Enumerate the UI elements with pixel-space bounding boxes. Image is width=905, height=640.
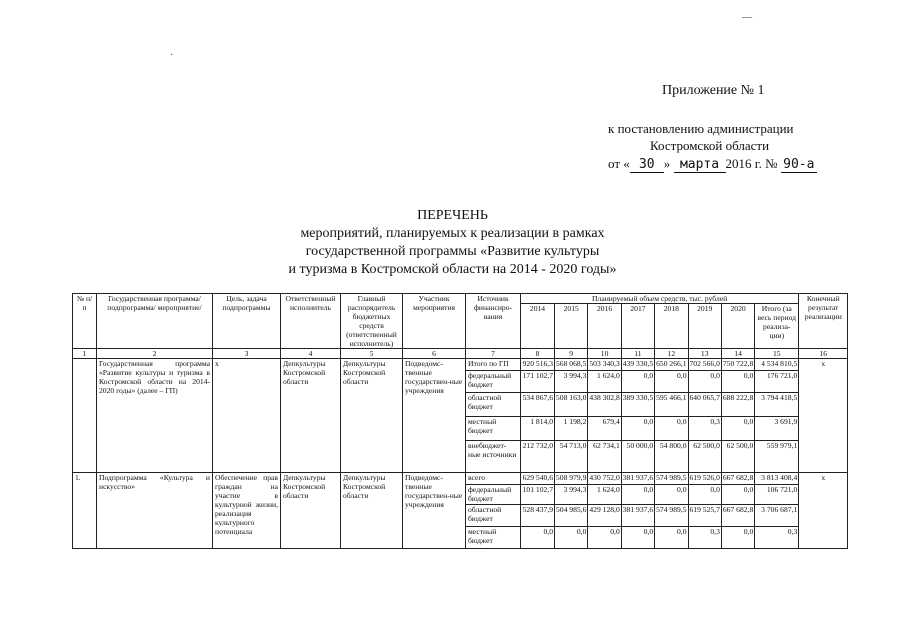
col-number: 13	[688, 349, 721, 359]
value-cell: 503 340,3	[588, 359, 621, 371]
value-cell: 0,3	[688, 527, 721, 549]
header-year: 2016	[588, 304, 621, 349]
header-program: Государственная программа/подпрограмма/ мероприятие/	[97, 294, 213, 349]
col-number: 1	[73, 349, 97, 359]
funding-source: местный бюджет	[466, 417, 521, 441]
header-result: Конечный результат реализации	[799, 294, 848, 349]
value-cell: 381 937,6	[621, 473, 654, 485]
col-number: 7	[466, 349, 521, 359]
value-cell: 679,4	[588, 417, 621, 441]
participant: Подведомс-твенные государствен-ные учреждения	[403, 473, 466, 549]
responsible-executor: Депкультуры Костромской области	[281, 473, 341, 549]
main-manager: Депкультуры Костромской области	[341, 473, 403, 549]
top-left-mark: ·	[170, 50, 174, 61]
value-cell: 0,0	[655, 485, 688, 505]
header-year: 2019	[688, 304, 721, 349]
value-cell: 62 500,0	[721, 441, 754, 473]
decree-line2: Костромской области	[650, 138, 770, 153]
funding-source: федеральный бюджет	[466, 485, 521, 505]
value-cell: 0,0	[621, 527, 654, 549]
doc-title: ПЕРЕЧЕНЬ	[417, 208, 488, 223]
total-cell: 559 979,1	[755, 441, 799, 473]
value-cell: 0,0	[621, 371, 654, 393]
total-cell: 3 706 687,1	[755, 505, 799, 527]
value-cell: 574 989,5	[655, 505, 688, 527]
value-cell: 504 985,6	[555, 505, 588, 527]
top-right-mark: —	[742, 12, 752, 23]
value-cell: 0,0	[655, 527, 688, 549]
value-cell: 595 466,1	[655, 393, 688, 417]
header-year: 2017	[621, 304, 654, 349]
header-year: 2015	[555, 304, 588, 349]
col-number: 4	[281, 349, 341, 359]
col-number: 2	[97, 349, 213, 359]
col-number: 3	[213, 349, 281, 359]
participant: Подведомс-твенные государствен-ные учреждения	[403, 359, 466, 473]
funding-source: местный бюджет	[466, 527, 521, 549]
doc-subtitle-2: государственной программы «Развитие культуры	[305, 244, 600, 259]
value-cell: 430 752,0	[588, 473, 621, 485]
header-total: Итого (за весь период реализа-ции)	[755, 304, 799, 349]
value-cell: 667 682,8	[721, 473, 754, 485]
funding-source: федеральный бюджет	[466, 371, 521, 393]
responsible-executor: Депкультуры Костромской области	[281, 359, 341, 473]
date-prefix: от «	[608, 156, 630, 171]
value-cell: 667 682,8	[721, 505, 754, 527]
decree-number: 90-а	[781, 157, 817, 173]
col-number: 10	[588, 349, 621, 359]
value-cell: 62 734,1	[588, 441, 621, 473]
value-cell: 0,0	[555, 527, 588, 549]
value-cell: 528 437,9	[521, 505, 555, 527]
header-year: 2014	[521, 304, 555, 349]
col-number: 8	[521, 349, 555, 359]
value-cell: 389 330,5	[621, 393, 654, 417]
value-cell: 619 526,0	[688, 473, 721, 485]
value-cell: 0,0	[621, 485, 654, 505]
value-cell: 688 222,8	[721, 393, 754, 417]
value-cell: 0,3	[688, 417, 721, 441]
date-year: 2016 г. №	[725, 156, 778, 171]
value-cell: 54 713,0	[555, 441, 588, 473]
col-number: 9	[555, 349, 588, 359]
table-row	[73, 359, 848, 371]
final-result: х	[799, 473, 848, 549]
value-cell: 0,0	[655, 371, 688, 393]
funding-source: областной бюджет	[466, 505, 521, 527]
value-cell: 54 800,0	[655, 441, 688, 473]
header-year: 2020	[721, 304, 754, 349]
value-cell: 650 266,1	[655, 359, 688, 371]
value-cell: 0,0	[621, 417, 654, 441]
header-main-manager: Главный распорядитель бюджетных средств (ответственный исполнитель)	[341, 294, 403, 349]
funding-source: внебюджет-ные источники	[466, 441, 521, 473]
funding-source: всего	[466, 473, 521, 485]
value-cell: 1 814,0	[521, 417, 555, 441]
table-row	[73, 473, 848, 485]
final-result: х	[799, 359, 848, 473]
header-source: Источник финансиро-вания	[466, 294, 521, 349]
program-name: Подпрограмма «Культура и искусство»	[97, 473, 213, 549]
row-num: 1.	[73, 473, 97, 549]
date-day: 30	[630, 157, 664, 173]
doc-subtitle-3: и туризма в Костромской области на 2014 - 2020 годы»	[288, 262, 617, 277]
value-cell: 920 516,3	[521, 359, 555, 371]
decree-line1: к постановлению администрации	[608, 121, 794, 136]
date-mid: »	[663, 156, 671, 171]
value-cell: 50 000,0	[621, 441, 654, 473]
total-cell: 176 721,0	[755, 371, 799, 393]
value-cell: 3 994,3	[555, 485, 588, 505]
program-goal: х	[213, 359, 281, 473]
value-cell: 171 102,7	[521, 371, 555, 393]
total-cell: 3 691,9	[755, 417, 799, 441]
value-cell: 0,0	[655, 417, 688, 441]
row-num	[73, 359, 97, 473]
column-number-row	[73, 349, 848, 359]
value-cell: 574 989,5	[655, 473, 688, 485]
value-cell: 439 330,5	[621, 359, 654, 371]
value-cell: 62 500,0	[688, 441, 721, 473]
header-year: 2018	[655, 304, 688, 349]
value-cell: 619 525,7	[688, 505, 721, 527]
program-name: Государственная программа «Развитие культуры и туризма в Костромской области на 2014-2020 годы» (далее – ГП)	[97, 359, 213, 473]
appendix-label: Приложение № 1	[662, 83, 765, 98]
total-cell: 0,3	[755, 527, 799, 549]
col-number: 16	[799, 349, 848, 359]
value-cell: 0,0	[688, 485, 721, 505]
value-cell: 1 624,0	[588, 371, 621, 393]
value-cell: 750 722,8	[721, 359, 754, 371]
value-cell: 508 979,9	[555, 473, 588, 485]
funding-source: Итого по ГП	[466, 359, 521, 371]
value-cell: 702 566,0	[688, 359, 721, 371]
value-cell: 0,0	[721, 371, 754, 393]
total-cell: 3 794 418,5	[755, 393, 799, 417]
header-responsible: Ответственный исполнитель	[281, 294, 341, 349]
value-cell: 3 994,3	[555, 371, 588, 393]
col-number: 5	[341, 349, 403, 359]
value-cell: 212 732,0	[521, 441, 555, 473]
value-cell: 0,0	[721, 417, 754, 441]
col-number: 12	[655, 349, 688, 359]
total-cell: 4 534 810,5	[755, 359, 799, 371]
total-cell: 3 813 408,4	[755, 473, 799, 485]
value-cell: 1 624,0	[588, 485, 621, 505]
value-cell: 629 540,6	[521, 473, 555, 485]
col-number: 14	[721, 349, 754, 359]
doc-subtitle-1: мероприятий, планируемых к реализации в рамках	[300, 226, 605, 241]
value-cell: 429 128,0	[588, 505, 621, 527]
value-cell: 508 163,0	[555, 393, 588, 417]
total-cell: 106 721,0	[755, 485, 799, 505]
value-cell: 568 068,5	[555, 359, 588, 371]
value-cell: 0,0	[588, 527, 621, 549]
value-cell: 438 302,8	[588, 393, 621, 417]
header-goal: Цель, задача подпрограммы	[213, 294, 281, 349]
header-num: № п/п	[73, 294, 97, 349]
col-number: 15	[755, 349, 799, 359]
value-cell: 0,0	[721, 527, 754, 549]
col-number: 6	[403, 349, 466, 359]
value-cell: 640 065,7	[688, 393, 721, 417]
header-planned: Планируемый объем средств, тыс. рублей	[521, 294, 799, 304]
value-cell: 381 937,6	[621, 505, 654, 527]
col-number: 11	[621, 349, 654, 359]
measures-table	[72, 293, 848, 549]
main-manager: Депкультуры Костромской области	[341, 359, 403, 473]
value-cell: 0,0	[688, 371, 721, 393]
date-month: марта	[674, 157, 726, 173]
value-cell: 1 198,2	[555, 417, 588, 441]
value-cell: 0,0	[721, 485, 754, 505]
decree-date-line	[608, 156, 817, 173]
funding-source: областной бюджет	[466, 393, 521, 417]
header-participant: Участник мероприятия	[403, 294, 466, 349]
value-cell: 0,0	[521, 527, 555, 549]
value-cell: 534 867,6	[521, 393, 555, 417]
program-goal: Обеспечение прав граждан на участие в культурной жизни, реализация культурного потенциала	[213, 473, 281, 549]
value-cell: 101 102,7	[521, 485, 555, 505]
